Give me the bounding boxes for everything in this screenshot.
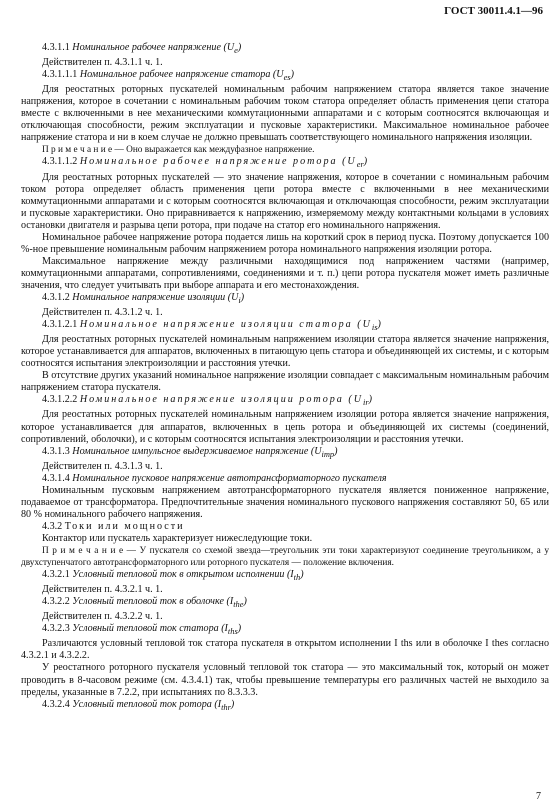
heading-subscript: ir bbox=[363, 398, 369, 408]
heading-title: Условный тепловой ток ротора (I bbox=[72, 698, 222, 710]
heading-tail: ) bbox=[377, 319, 381, 331]
heading-subscript: th bbox=[293, 573, 301, 583]
reference-line: Действителен п. 4.3.2.2 ч. 1. bbox=[42, 611, 163, 623]
reference-line: Контактор или пускатель характеризует нижеследующие токи. bbox=[42, 532, 313, 544]
note-label: П р и м е ч а н и е bbox=[42, 145, 113, 156]
document-body bbox=[21, 42, 549, 714]
heading-tail: ) bbox=[240, 291, 245, 303]
heading-title: Номинальное напряжение изоляции ротора (U bbox=[79, 394, 364, 406]
heading-number: 4.3.1.1.2 bbox=[42, 156, 78, 168]
heading-tail: ) bbox=[237, 623, 242, 635]
body-paragraph: Различаются условный тепловой ток статора пускателя в открытом исполнении I ths или в оболочке I thes согласно 4.3.2.1 и 4.3.2.2. bbox=[21, 638, 549, 662]
heading-title: Номинальное напряжение изоляции статора (U bbox=[79, 319, 372, 331]
section-heading bbox=[21, 42, 549, 57]
heading-title: Условный тепловой ток в оболочке (I bbox=[72, 596, 234, 608]
heading-number: 4.3.1.1 bbox=[42, 42, 70, 53]
heading-tail: ) bbox=[230, 698, 235, 710]
note bbox=[21, 144, 549, 156]
heading-subscript: i bbox=[238, 296, 241, 305]
heading-number: 4.3.1.3 bbox=[42, 445, 70, 457]
reference-line: Действителен п. 4.3.2.1 ч. 1. bbox=[42, 584, 163, 596]
section-heading bbox=[21, 292, 549, 307]
note-text: — Оно выражается как междуфазное напряжение. bbox=[112, 145, 315, 156]
body-paragraph: В отсутствие других указаний номинальное напряжение изоляции совпадает с максимальным номинальным рабочим напряжением статора пускателя. bbox=[21, 370, 549, 394]
body-paragraph: У реостатного роторного пускателя условный тепловой ток статора — это максимальный ток, который он может проводить в 8-часовом режиме (см. 4.3.4.1) так, чтобы превышение температуры его различных частей не выходило за пределы, указанные в 7.2.2, при испытаниях по 8.3.3.3. bbox=[21, 662, 549, 698]
note bbox=[21, 545, 549, 569]
section-heading bbox=[21, 623, 549, 638]
heading-title: Номинальное рабочее напряжение статора (U bbox=[79, 69, 284, 81]
heading-subscript: thr bbox=[221, 702, 231, 712]
reference-line: Действителен п. 4.3.1.1 ч. 1. bbox=[42, 57, 163, 69]
heading-subscript: the bbox=[233, 600, 244, 610]
heading-tail: ) bbox=[363, 156, 368, 168]
heading-title: Номинальное рабочее напряжение (U bbox=[72, 42, 235, 53]
body-paragraph: Для реостатных роторных пускателей номинальным напряжением изоляции статора является значение напряжения, которое устанавливается для аппаратов, включенных в питающую цепь статора и объединяющей их системы, и с которым соотносятся испытания электроизоляции и расстояния утечки. bbox=[21, 334, 549, 370]
heading-number: 4.3.1.2 bbox=[42, 291, 70, 303]
section-heading bbox=[21, 596, 549, 611]
reference-line: Действителен п. 4.3.1.3 ч. 1. bbox=[42, 460, 163, 472]
reference-line: Действителен п. 4.3.1.2 ч. 1. bbox=[42, 307, 163, 319]
body-paragraph: Для реостатных роторных пускателей номинальным напряжением изоляции ротора является значение напряжения, которое устанавливается для аппаратов, включенных в цепь ротора и объединяющей их системы (соединений, сопротивлений, оболочки), и с которым соотносятся испытания электроизоляции и расстояния утечки. bbox=[21, 409, 549, 445]
section-number: 4.3.2 bbox=[42, 520, 63, 532]
note-text: — У пускателя со схемой звезда—треугольник эти токи характеризуют соединение треугольником, а у двухступенчатого автотрансформаторного или роторного пускателя — положение включения. bbox=[21, 545, 549, 569]
section-title bbox=[21, 521, 549, 533]
heading-number: 4.3.1.1.1 bbox=[42, 69, 78, 81]
heading-tail: ) bbox=[243, 596, 247, 608]
heading-title: Условный тепловой ток в открытом исполнении (I bbox=[72, 569, 294, 581]
section-heading bbox=[21, 319, 549, 334]
body-paragraph: Максимальное напряжение между различными находящимися под напряжением частями (например, коммутационными аппаратами, сопротивлениями, соединениями и т. п.) цепи ротора пускателя может иметь различные значения, что следует учитывать при выборе аппарата и его местонахождения. bbox=[21, 255, 549, 291]
heading-subscript: ths bbox=[227, 627, 238, 637]
heading-number: 4.3.2.3 bbox=[42, 623, 70, 635]
section-heading bbox=[21, 446, 549, 461]
heading-number: 4.3.2.1 bbox=[42, 569, 70, 581]
section-heading bbox=[21, 69, 549, 84]
heading-number: 4.3.1.4 bbox=[42, 472, 70, 484]
heading-title: Условный тепловой ток статора (I bbox=[72, 623, 228, 635]
heading-tail: ) bbox=[368, 394, 372, 406]
heading-title: Номинальное рабочее напряжение ротора (U bbox=[79, 156, 357, 168]
document-header: ГОСТ 30011.4.1—96 bbox=[444, 5, 543, 17]
heading-subscript: er bbox=[356, 160, 364, 170]
body-paragraph: Для реостатных роторных пускателей — это значение напряжения, которое в сочетании с номинальным рабочим током ротора определяет область применения цепи ротора вместе с включенными в нее механическими коммутационными аппаратами и с которым соотносятся включающая и отключающая способности, режим эксплуатации и пусковые характеристики. Оно приравнивается к напряжению, измеряемому между контактными кольцами в условиях остановки двигателя и разрыва цепи ротора, при подаче на статор его номинального напряжения. bbox=[21, 171, 549, 231]
section-heading bbox=[21, 394, 549, 409]
body-paragraph: Для реостатных роторных пускателей номинальным рабочим напряжением статора является такое значение напряжения, которое в сочетании с номинальным рабочим током статора определяет область применения цепи статора вместе с включенными в нее механическими коммутационными аппаратами и с которым соотносятся включающая и отключающая способности, режим эксплуатации и пусковые характеристики. Максимальное номинальное рабочее напряжение статора и ни в коем случае не должно превышать соответствующего номинального напряжения изоляции. bbox=[21, 84, 549, 144]
heading-subscript: e bbox=[234, 46, 238, 56]
heading-subscript: is bbox=[371, 323, 378, 333]
note-label: П р и м е ч а н и е bbox=[42, 545, 124, 556]
page-number: 7 bbox=[536, 791, 541, 802]
heading-number: 4.3.1.2.1 bbox=[42, 319, 78, 331]
section-heading bbox=[21, 156, 549, 171]
heading-title: Номинальное пусковое напряжение автотрансформаторного пускателя bbox=[72, 472, 387, 484]
heading-tail: ) bbox=[290, 69, 294, 81]
heading-number: 4.3.2.2 bbox=[42, 596, 70, 608]
body-paragraph: Номинальное рабочее напряжение ротора подается лишь на короткий срок в период пуска. Поэтому допускается 100 %-ное превышение номинальным рабочим напряжением ротора номинального напряжения изоляции ротора. bbox=[21, 231, 549, 255]
body-paragraph: Номинальным пусковым напряжением автотрансформаторного пускателя является пониженное напряжение, подаваемое от трансформатора. Предпочтительные значения номинального пускового напряжения составляют 50, 65 или 80 % номинального рабочего напряжения. bbox=[21, 484, 549, 520]
heading-tail: ) bbox=[237, 42, 242, 53]
heading-subscript: es bbox=[283, 73, 291, 83]
section-name: Токи или мощности bbox=[64, 520, 185, 532]
heading-title: Номинальное напряжение изоляции (U bbox=[72, 291, 239, 303]
heading-tail: ) bbox=[334, 445, 338, 457]
heading-title: Номинальное импульсное выдерживаемое напряжение (U bbox=[72, 445, 322, 457]
heading-number: 4.3.1.2.2 bbox=[42, 394, 78, 406]
heading-tail: ) bbox=[300, 569, 304, 581]
heading-number: 4.3.2.4 bbox=[42, 698, 70, 710]
heading-subscript: imp bbox=[321, 449, 335, 459]
section-heading bbox=[21, 473, 549, 485]
section-heading bbox=[21, 569, 549, 584]
section-heading bbox=[21, 699, 549, 714]
